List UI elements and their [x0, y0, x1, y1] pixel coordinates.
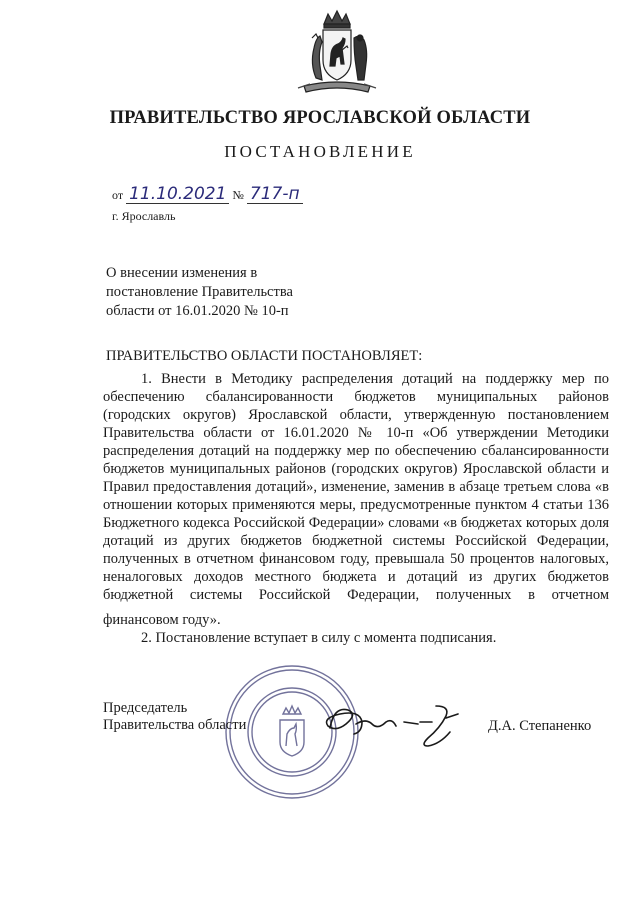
subject-block	[106, 264, 293, 321]
paragraph-2	[103, 629, 609, 647]
date-number-row	[112, 186, 303, 204]
number-prefix: №	[232, 188, 244, 202]
signatory-position	[103, 700, 246, 734]
date-prefix: от	[112, 188, 124, 202]
signatory-name: Д.А. Степаненко	[488, 718, 592, 734]
organization-title: ПРАВИТЕЛЬСТВО ЯРОСЛАВСКОЙ ОБЛАСТИ	[109, 108, 531, 128]
number-value: 717-п	[247, 186, 303, 204]
resolution-heading: ПРАВИТЕЛЬСТВО ОБЛАСТИ ПОСТАНОВЛЯЕТ:	[106, 348, 423, 364]
paragraph-1-text: 1. Внести в Методику распределения дотаций на поддержку мер по обеспечению сбалансированности бюджетов муниципальных районов (городских округов) Ярославской области, утвержденную постановлением Правительства области от 16.01.2020 № 10-п «Об утверждении Методики распределения дотаций на поддержку мер по обеспечению сбалансированности бюджетов муниципальных районов (городских округов) Ярославской области и Правил предоставления дотаций», изменение, заменив в абзаце третьем слова «в отношении которых применяются меры, предусмотренные пунктом 4 статьи 136 Бюджетного кодекса Российской Федерации» словами «в бюджетах которых доля дотаций из других бюджетов бюджетной системы Российской Федерации, полученных в отчетном финансовом году, превышала 50 процентов налоговых, неналоговых доходов местного бюджета и дотаций из других бюджетов бюджетной системы Российской Федерации, полученных в отчетном	[103, 371, 609, 603]
paragraph-1	[103, 370, 609, 604]
position-line: Правительства области	[103, 717, 247, 733]
subject-line: области от 16.01.2020 № 10-п	[106, 303, 289, 319]
city-label: г. Ярославль	[112, 209, 176, 223]
paragraph-1-end: финансовом году».	[103, 612, 221, 628]
subject-line: О внесении изменения в	[106, 265, 258, 281]
position-line: Председатель	[103, 700, 188, 716]
handwritten-signature	[300, 688, 480, 758]
subject-line: постановление Правительства	[106, 284, 293, 300]
document-type-title: ПОСТАНОВЛЕНИЕ	[224, 142, 416, 161]
date-value: 11.10.2021	[126, 186, 229, 204]
coat-of-arms-emblem	[290, 8, 384, 98]
paragraph-2-text: 2. Постановление вступает в силу с момента подписания.	[141, 630, 497, 646]
